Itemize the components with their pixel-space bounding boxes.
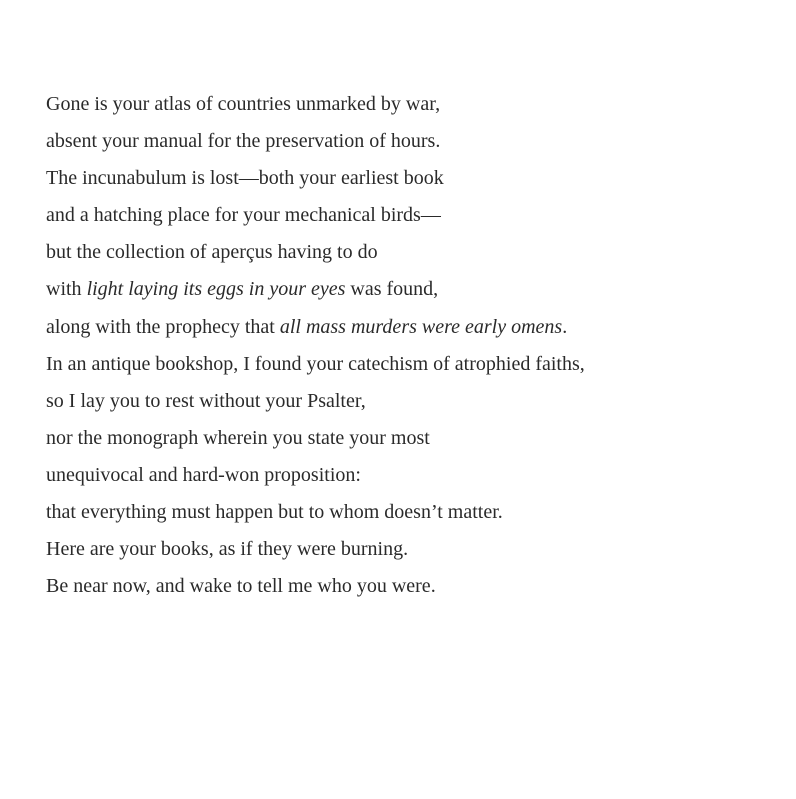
poem-line-10: nor the monograph wherein you state your most xyxy=(46,426,430,449)
poem-line-7 xyxy=(46,309,786,346)
poem-line-13: Here are your books, as if they were burning. xyxy=(46,538,409,561)
poem-line-12: that everything must happen but to whom doesn’t matter. xyxy=(46,501,503,524)
poem-line-1: Gone is your atlas of countries unmarked by war, xyxy=(46,93,441,115)
poem-line-6-end: was found, xyxy=(345,278,439,301)
poem-line-7-start: along with the prophecy that xyxy=(46,315,280,338)
poem-line-11: unequivocal and hard-won proposition: xyxy=(46,463,361,486)
poem-line-14: Be near now, and wake to tell me who you were. xyxy=(46,575,436,598)
poem-line-6-italic: light laying its eggs in your eyes xyxy=(86,278,346,301)
poem-line-2: absent your manual for the preservation of hours. xyxy=(46,130,441,153)
poem-line-5: but the collection of aperçus having to do xyxy=(46,241,378,264)
poem-line-8: In an antique bookshop, I found your catechism of atrophied faiths, xyxy=(46,352,585,375)
poem-line-6 xyxy=(46,271,786,308)
poem-line-7-end: . xyxy=(562,315,568,338)
poem-body xyxy=(46,86,786,605)
poem-line-9: so I lay you to rest without your Psalter, xyxy=(46,389,366,412)
poem-line-7-italic: all mass murders were early omens xyxy=(279,315,563,338)
poem-line-3: The incunabulum is lost—both your earliest book xyxy=(46,167,444,190)
poem-line-4: and a hatching place for your mechanical birds— xyxy=(46,204,441,227)
poem-line-6-start: with xyxy=(46,278,87,301)
